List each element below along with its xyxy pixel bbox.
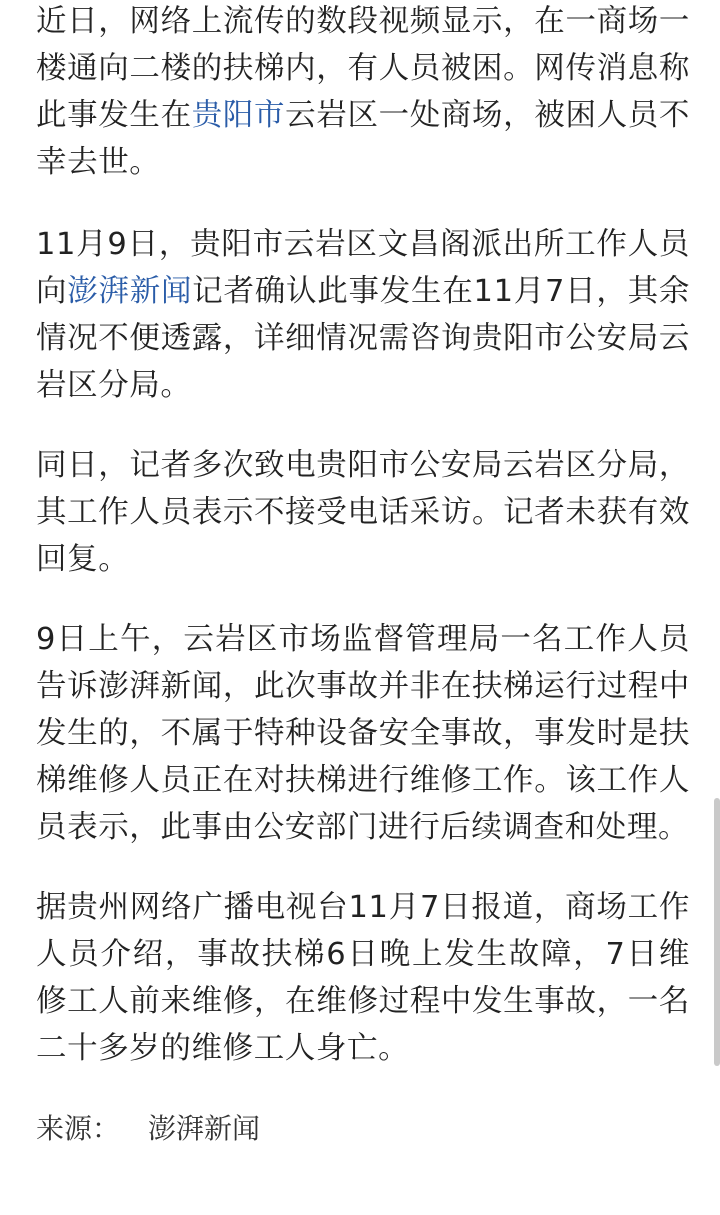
link-guiyang[interactable]: 贵阳市 xyxy=(191,98,286,133)
paragraph-1-text-a: 近日，网络上流传的数段视频显示，在一商场一楼通向二楼的扶梯内，有人员被困。网传消息称此事发生在 xyxy=(36,4,690,133)
paragraph-2-text-a: 11月9日，贵阳市云岩区文昌阁派出所工作人员向 xyxy=(36,227,690,309)
paragraph-1 xyxy=(36,0,690,186)
source-line xyxy=(36,1105,690,1152)
article-body xyxy=(36,0,690,1152)
link-thepaper[interactable]: 澎湃新闻 xyxy=(67,274,193,309)
paragraph-2 xyxy=(36,221,690,409)
source-label: 来源： xyxy=(36,1112,121,1145)
vertical-scrollbar[interactable] xyxy=(714,798,720,1066)
source-value: 澎湃新闻 xyxy=(148,1112,261,1145)
paragraph-2-text-b: 记者确认此事发生在11月7日，其余情况不便透露，详细情况需咨询贵阳市公安局云岩区分局。 xyxy=(36,274,690,403)
paragraph-3: 同日，记者多次致电贵阳市公安局云岩区分局，其工作人员表示不接受电话采访。记者未获有效回复。 xyxy=(36,448,690,577)
paragraph-4: 9日上午，云岩区市场监督管理局一名工作人员告诉澎湃新闻，此次事故并非在扶梯运行过程中发生的，不属于特种设备安全事故，事发时是扶梯维修人员正在对扶梯进行维修工作。该工作人员表示，此事由公安部门进行后续调查和处理。 xyxy=(36,622,690,845)
paragraph-5: 据贵州网络广播电视台11月7日报道，商场工作人员介绍，事故扶梯6日晚上发生故障，7日维修工人前来维修，在维修过程中发生事故，一名二十多岁的维修工人身亡。 xyxy=(36,890,690,1066)
paragraph-1-text-b: 云岩区一处商场，被困人员不幸去世。 xyxy=(36,98,690,180)
